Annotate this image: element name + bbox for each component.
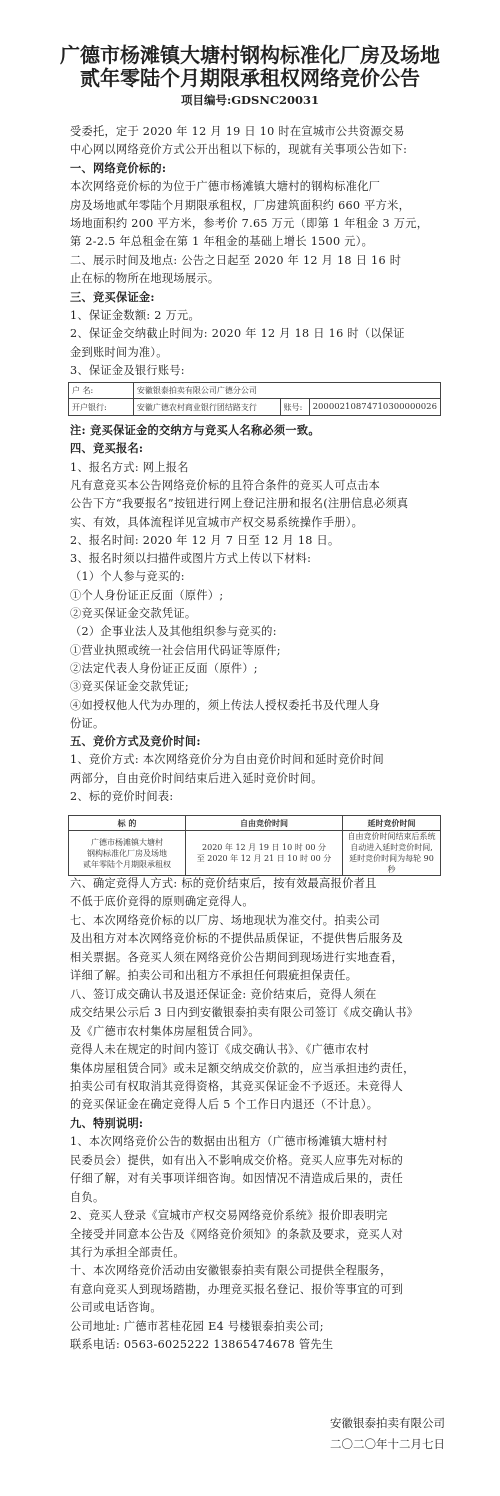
body-line: 联系电话: 0563-6025222 13865474678 管先生	[70, 1338, 334, 1352]
schedule-header-delay-time: 延时竞价时间	[343, 816, 441, 831]
schedule-free-time-cell	[186, 831, 343, 876]
schedule-delay-time-line: 延时竞价时间为每轮 90 秒	[349, 854, 434, 874]
body-line: 有意向竞买人到现场踏勘，办理竞买报名登记、报价等事宜的可到	[70, 1282, 404, 1296]
schedule-delay-time-line: 自由竞价时间结束后系统	[347, 832, 436, 841]
schedule-table	[68, 815, 441, 876]
schedule-header-free-time: 自由竞价时间	[186, 816, 343, 831]
body-line: 其行为承担全部责任。	[70, 1246, 185, 1259]
body-line: 两部分，自由竞价时间结束后进入延时竞价时间。	[70, 771, 323, 785]
body-line: 竞得人未在规定的时间内签订《成交确认书》、《广德市农村	[70, 1043, 369, 1057]
body-line: 集体房屋租赁合同》或未足额交纳成交价款的，应当承担违约责任，	[70, 1061, 415, 1075]
title-line-2: 贰年零陆个月期限承租权网络竞价公告	[80, 66, 420, 90]
body-line: 公告下方“我要报名”按钮进行网上登记注册和报名(注册信息必须真	[70, 497, 409, 511]
body-line: 九、特别说明:	[70, 1115, 144, 1130]
body-line: 止在标的物所在地现场展示。	[70, 272, 220, 286]
body-line: 自负。	[70, 1190, 105, 1204]
bank-holder-value: 安徽银泰拍卖有限公司广德分公司	[133, 383, 440, 399]
body-line: 第 2-2.5 年总租金在第 1 年租金的基础上增长 1500 元）。	[70, 235, 374, 249]
body-line: 详细了解。拍卖公司和出租方不承担任何瑕疵担保责任。	[70, 969, 358, 983]
schedule-free-time-line: 至 2020 年 12 月 21 日 10 时 00 分	[196, 854, 332, 863]
body-line: 三、竞买保证金:	[70, 289, 155, 304]
body-line: 受委托，定于 2020 年 12 月 19 日 10 时在宣城市公共资源交易	[70, 125, 405, 138]
body-line: 仔细了解，对有关事项详细咨询。如因情况不清造成后果的，责任	[70, 1172, 404, 1186]
body-line: 1、保证金数额: 2 万元。	[70, 309, 201, 322]
body-line: 公司地址: 广德市茗桂花园 E4 号楼银泰拍卖公司;	[70, 1319, 324, 1333]
body-line: 份证。	[70, 716, 105, 730]
project-number: 项目编号:GDSNC20031	[180, 93, 320, 107]
body-line: 四、竞买报名:	[70, 441, 144, 456]
title-line-1: 广德市杨滩镇大塘村钢构标准化厂房及场地	[60, 43, 440, 67]
schedule-header-subject: 标 的	[69, 816, 186, 831]
body-line: 五、竞价方式及竞价时间:	[70, 734, 201, 749]
body-line: 不低于底价竞得的原则确定竞得人。	[70, 895, 254, 909]
signature-company: 安徽银泰拍卖有限公司	[330, 1416, 445, 1430]
schedule-subject-line: 广德市杨滩镇大塘村	[91, 837, 163, 847]
body-line: 公司或电话咨询。	[70, 1301, 162, 1315]
body-line: 七、本次网络竞价标的以厂房、场地现状为准交付。拍卖公司	[70, 913, 381, 927]
body-line: 二、展示时间及地点: 公告之日起至 2020 年 12 月 18 日 16 时	[70, 253, 402, 267]
body-line: 成交结果公示后 3 日内到安徽银泰拍卖有限公司签订《成交确认书》	[70, 1006, 419, 1020]
schedule-delay-time-cell	[343, 831, 441, 876]
body-line: 2、报名时间: 2020 年 12 月 7 日至 12 月 18 日。	[70, 533, 340, 547]
body-line: ④如授权他人代为办理的，须上传法人授权委托书及代理人身	[70, 698, 381, 712]
bank-account-value: 20000210874710300000026	[309, 399, 440, 416]
bank-account-table	[68, 382, 441, 416]
body-line: 场地面积约 200 平方米，参考价 7.65 万元（即第 1 年租金 3 万元，	[70, 217, 429, 230]
signature-date: 二〇二〇年十二月七日	[330, 1437, 445, 1451]
body-line: 及《广德市农村集体房屋租赁合同》。	[70, 1024, 260, 1038]
body-line: 2、标的竞价时间表:	[70, 790, 174, 803]
body-line: 注: 竞买保证金的交纳方与竞买人名称必须一致。	[70, 423, 320, 437]
body-line: 房及场地贰年零陆个月期限承租权，厂房建筑面积约 660 平方米，	[70, 198, 411, 212]
body-line: 八、签订成交确认书及退还保证金: 竞价结束后，竞得人须在	[70, 987, 377, 1001]
body-line: 1、本次网络竞价公告的数据由出租方（广德市杨滩镇大塘村村	[70, 1135, 388, 1149]
body-line: 民委员会）提供，如有出入不影响成交价格。竞买人应事先对标的	[70, 1153, 404, 1167]
body-line: 中心网以网络竞价方式公开出租以下标的，现就有关事项公告如下:	[70, 143, 408, 157]
bank-name-value: 安徽广德农村商业银行团结路支行	[133, 399, 280, 416]
body-line: 的竞买保证金在确定竞得人后 5 个工作日内退还（不计息）。	[70, 1098, 379, 1112]
body-line: 2、保证金交纳截止时间为: 2020 年 12 月 18 日 16 时（以保证	[70, 327, 405, 341]
body-line: 2、竞买人登录《宣城市产权交易网络竞价系统》报价即表明完	[70, 1209, 388, 1223]
body-line: （2）企事业法人及其他组织参与竞买的:	[70, 625, 277, 639]
schedule-subject-line: 钢构标准化厂房及场地	[87, 848, 167, 858]
body-line: 凡有意竞买本公告网络竞价标的且符合条件的竞买人可点击本	[70, 478, 381, 492]
body-line: 金到账时间为准）。	[70, 345, 168, 359]
body-line: 相关票据。各竞买人须在网络竞价公告期间到现场进行实地查看，	[70, 950, 404, 964]
body-line: 3、报名时须以扫描件或图片方式上传以下材料:	[70, 552, 312, 566]
body-line: 1、竞价方式: 本次网络竞价分为自由竞价时间和延时竞价时间	[70, 753, 385, 767]
schedule-free-time-line: 2020 年 12 月 19 日 10 时 00 分	[202, 843, 326, 852]
schedule-delay-time-line: 自动进入延时竞价时间,	[350, 843, 433, 852]
schedule-subject-cell	[69, 831, 186, 876]
body-line: 一、网络竞价标的:	[70, 160, 167, 175]
bank-account-label: 账号:	[280, 399, 309, 416]
body-line: 及出租方对本次网络竞价标的不提供品质保证，不提供售后服务及	[70, 932, 404, 946]
body-line: 十、本次网络竞价活动由安徽银泰拍卖有限公司提供全程服务，	[70, 1264, 392, 1278]
body-line: 全接受并同意本公告及《网络竞价须知》的条款及要求，竞买人对	[70, 1227, 404, 1241]
body-line: 本次网络竞价标的为位于广德市杨滩镇大塘村的钢构标准化厂	[70, 180, 381, 194]
schedule-subject-line: 贰年零陆个月期限承租权	[83, 859, 171, 869]
body-line: ①营业执照或统一社会信用代码证等原件;	[70, 643, 281, 657]
body-line: 实、有效，具体流程详见宣城市产权交易系统操作手册）。	[70, 515, 364, 529]
body-line: ③竞买保证金交款凭证;	[70, 680, 189, 694]
body-line: 拍卖公司有权取消其竞得资格，其竞买保证金不予返还。未竞得人	[70, 1079, 404, 1093]
bank-name-label: 开户银行:	[69, 399, 134, 416]
body-line: ②竞买保证金交款凭证。	[70, 607, 197, 620]
body-line: ②法定代表人身份证正反面（原件）;	[70, 661, 258, 675]
bank-holder-label: 户 名:	[69, 383, 134, 399]
body-line: 六、确定竞得人方式: 标的竞价结束后，按有效最高报价者且	[70, 877, 377, 890]
body-line: ①个人身份证正反面（原件）;	[70, 588, 224, 602]
body-line: （1）个人参与竞买的:	[70, 570, 185, 584]
body-line: 1、报名方式: 网上报名	[70, 460, 189, 474]
body-line: 3、保证金及银行账号:	[70, 364, 185, 378]
